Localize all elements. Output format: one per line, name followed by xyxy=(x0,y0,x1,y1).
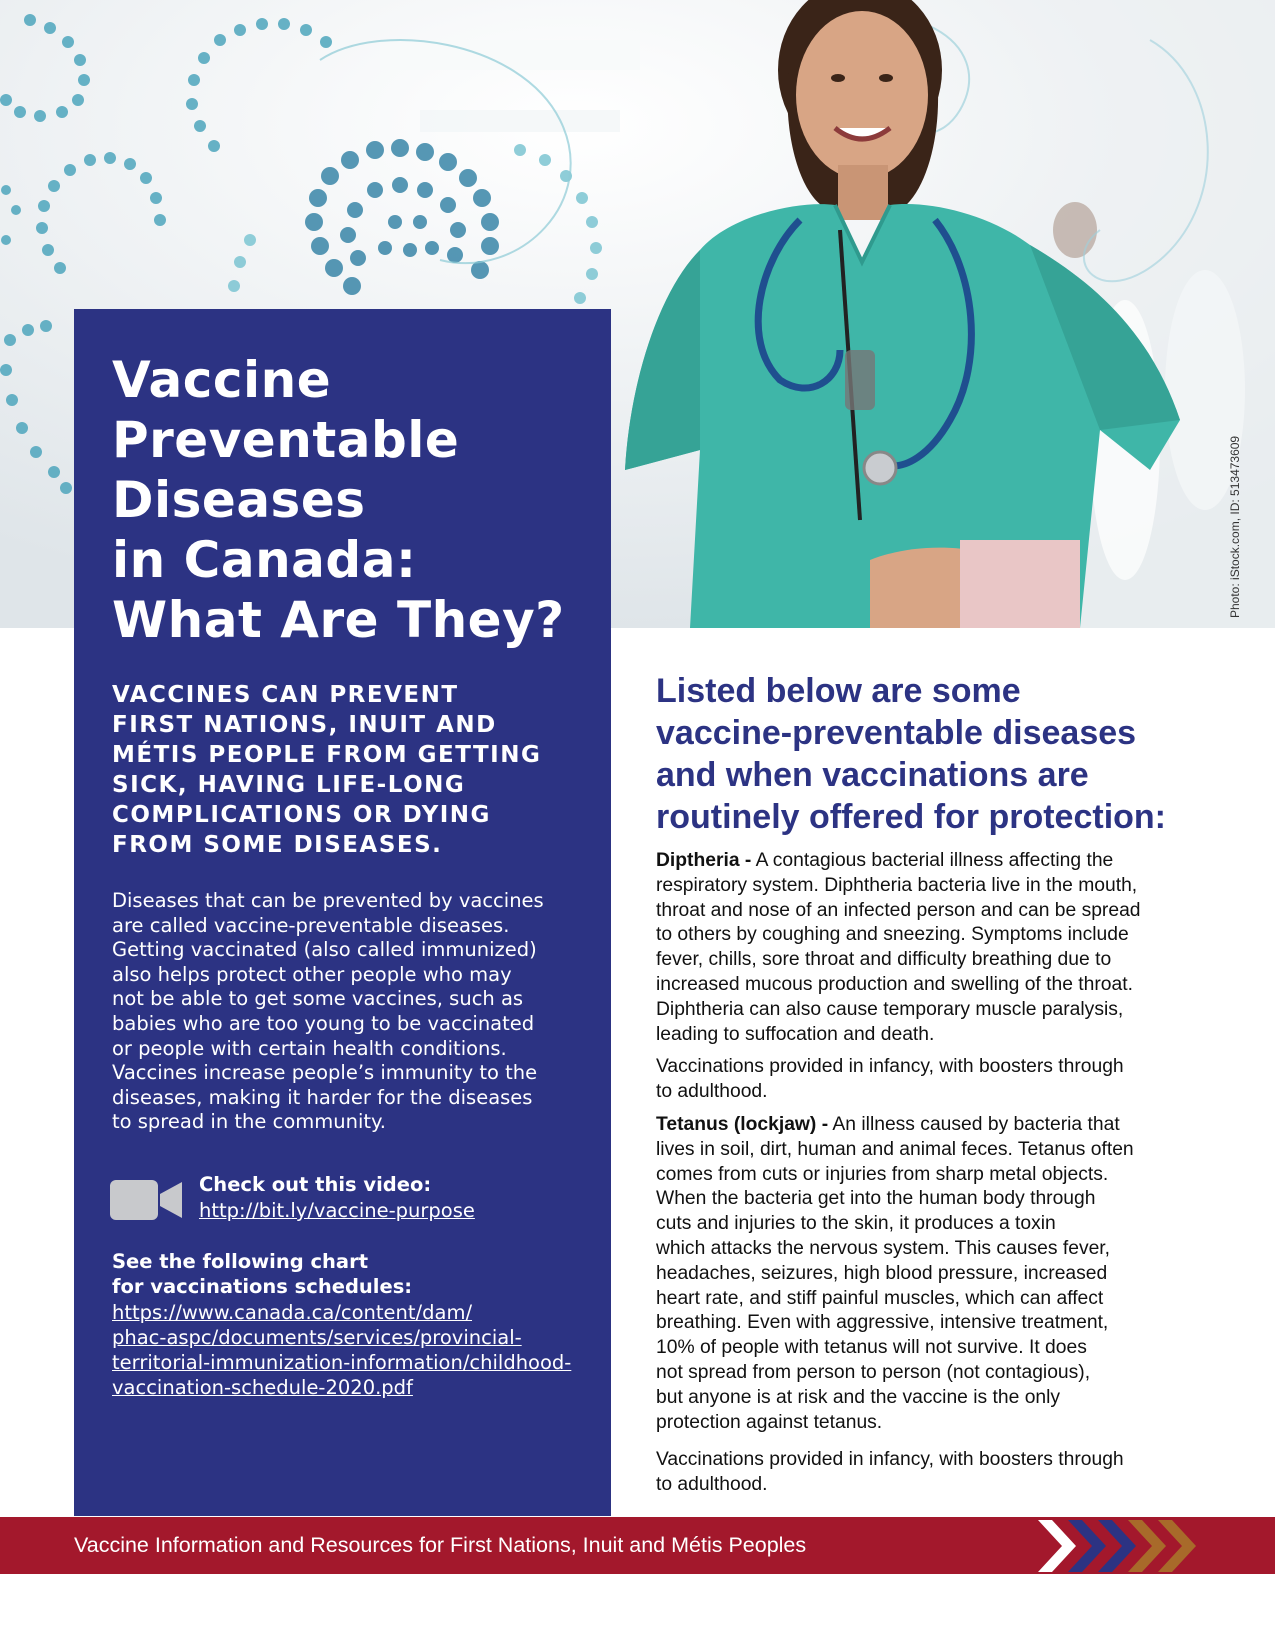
video-link[interactable]: http://bit.ly/vaccine-purpose xyxy=(199,1199,475,1222)
heading-line: and when vaccinations are xyxy=(656,756,1089,794)
description-line: to others by coughing and sneezing. Symptoms include xyxy=(656,924,1129,946)
intro-paragraph xyxy=(112,889,592,1135)
description-line: leading to suffocation and death. xyxy=(656,1023,935,1045)
heading-line: Listed below are some xyxy=(656,672,1021,710)
subhead-line: MÉTIS PEOPLE FROM GETTING xyxy=(112,742,542,768)
description-line: protection against tetanus. xyxy=(656,1411,883,1433)
chevron-arrows-icon xyxy=(1030,1514,1210,1578)
description-line: respiratory system. Diphtheria bacteria live in the mouth, xyxy=(656,874,1138,896)
diphtheria-schedule xyxy=(656,1055,1196,1105)
description-line: When the bacteria get into the human body through xyxy=(656,1188,1096,1210)
title-line: in Canada: xyxy=(112,531,417,589)
description-text: An illness caused by bacteria that xyxy=(828,1114,1120,1135)
description-line: headaches, seizures, high blood pressure, increased xyxy=(656,1262,1108,1284)
subhead-line: VACCINES CAN PREVENT xyxy=(112,682,459,708)
section-heading xyxy=(656,670,1216,838)
subhead-line: FIRST NATIONS, INUIT AND xyxy=(112,712,497,738)
description-line: fever, chills, sore throat and difficulty breathing due to xyxy=(656,949,1112,971)
chart-link-line: https://www.canada.ca/content/dam/ xyxy=(112,1301,473,1324)
description-line: breathing. Even with aggressive, intensive treatment, xyxy=(656,1312,1109,1334)
chart-link-line: vaccination-schedule-2020.pdf xyxy=(112,1376,413,1399)
tetanus-schedule xyxy=(656,1448,1196,1498)
description-line: not spread from person to person (not contagious), xyxy=(656,1361,1091,1383)
footer-text: Vaccine Information and Resources for First Nations, Inuit and Métis Peoples xyxy=(74,1533,807,1557)
intro-line: not be able to get some vaccines, such as xyxy=(112,987,524,1011)
description-line: which attacks the nervous system. This causes fever, xyxy=(656,1237,1111,1259)
description-text: A contagious bacterial illness affecting the xyxy=(751,850,1114,871)
intro-line: to spread in the community. xyxy=(112,1110,386,1134)
subhead-line: SICK, HAVING LIFE-LONG xyxy=(112,772,466,798)
disease-name: Tetanus (lockjaw) - xyxy=(656,1114,829,1135)
chevron-0 xyxy=(1038,1520,1076,1572)
diphtheria-first-line xyxy=(656,849,1196,874)
heading-line: vaccine-preventable diseases xyxy=(656,714,1137,752)
description-line: 10% of people with tetanus will not survive. It does xyxy=(656,1337,1087,1359)
intro-line: diseases, making it harder for the diseases xyxy=(112,1085,533,1109)
schedule-line: to adulthood. xyxy=(656,1473,768,1495)
title-line: Diseases xyxy=(112,471,366,529)
schedule-line: to adulthood. xyxy=(656,1080,768,1102)
description-line: comes from cuts or injuries from sharp metal objects. xyxy=(656,1163,1109,1185)
tetanus-description xyxy=(656,1113,1196,1435)
description-line: increased mucous production and swelling of the throat. xyxy=(656,973,1133,995)
diphtheria-description xyxy=(656,849,1196,1047)
title-line: Preventable xyxy=(112,411,460,469)
heading-line: routinely offered for protection: xyxy=(656,798,1166,836)
subhead xyxy=(112,680,582,860)
description-line: Diphtheria can also cause temporary muscle paralysis, xyxy=(656,998,1124,1020)
description-line: heart rate, and stiff painful muscles, which can affect xyxy=(656,1287,1104,1309)
intro-line: babies who are too young to be vaccinated xyxy=(112,1011,535,1035)
intro-line: are called vaccine-preventable diseases. xyxy=(112,913,510,937)
page-title xyxy=(112,350,592,650)
intro-line: Getting vaccinated (also called immunized) xyxy=(112,938,537,962)
disease-name: Diptheria - xyxy=(656,850,752,871)
subhead-line: FROM SOME DISEASES. xyxy=(112,832,443,858)
description-line: lives in soil, dirt, human and animal feces. Tetanus often xyxy=(656,1138,1134,1160)
chart-label-line: See the following chart xyxy=(112,1250,369,1273)
title-line: What Are They? xyxy=(112,591,565,649)
tetanus-first-line xyxy=(656,1113,1196,1138)
photo-credit: Photo: iStock.com, ID: 513473609 xyxy=(1228,435,1242,618)
intro-line: Diseases that can be prevented by vaccines xyxy=(112,889,544,912)
chart-link-line: territorial-immunization-information/childhood- xyxy=(112,1351,572,1374)
schedule-chart-link[interactable] xyxy=(112,1300,571,1400)
chart-link-line: phac-aspc/documents/services/provincial- xyxy=(112,1326,522,1349)
intro-line: also helps protect other people who may xyxy=(112,962,512,986)
subhead-line: COMPLICATIONS OR DYING xyxy=(112,802,491,828)
chart-label-line: for vaccinations schedules: xyxy=(112,1275,413,1298)
description-line: throat and nose of an infected person and can be spread xyxy=(656,899,1141,921)
video-camera-icon xyxy=(110,1178,182,1222)
description-line: cuts and injuries to the skin, it produces a toxin xyxy=(656,1213,1056,1235)
title-line: Vaccine xyxy=(112,351,332,409)
description-line: but anyone is at risk and the vaccine is the only xyxy=(656,1386,1061,1408)
intro-line: or people with certain health conditions. xyxy=(112,1036,507,1060)
schedule-chart-label xyxy=(112,1249,412,1299)
video-label: Check out this video: xyxy=(199,1173,432,1196)
schedule-line: Vaccinations provided in infancy, with boosters through xyxy=(656,1449,1124,1470)
schedule-line: Vaccinations provided in infancy, with boosters through xyxy=(656,1056,1124,1077)
intro-line: Vaccines increase people’s immunity to the xyxy=(112,1061,538,1085)
